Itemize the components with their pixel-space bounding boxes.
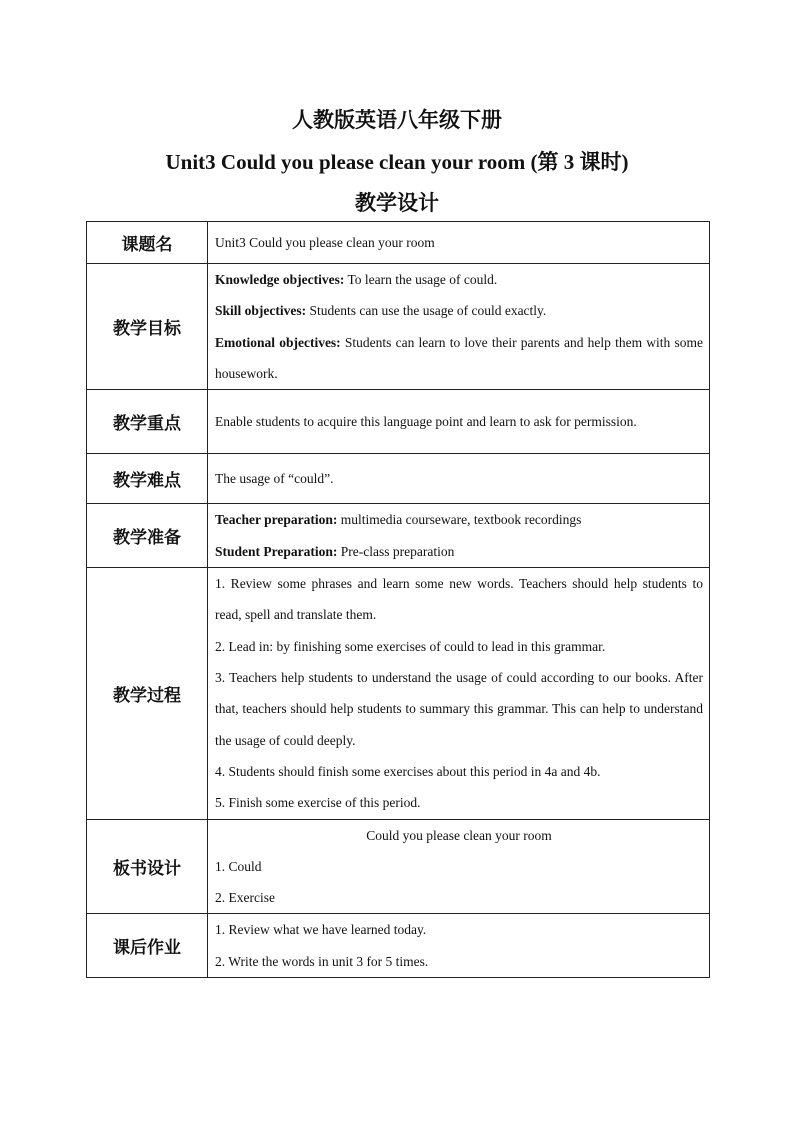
process-cell <box>208 568 710 819</box>
skill-text: Students can use the usage of could exactly. <box>306 303 547 319</box>
lesson-plan-table <box>86 221 710 978</box>
homework-cell <box>208 914 710 978</box>
student-prep-text: Pre-class preparation <box>337 543 455 559</box>
teacher-prep-text: multimedia courseware, textbook recordings <box>337 512 582 528</box>
label-preparation: 教学准备 <box>87 504 208 568</box>
label-homework: 课后作业 <box>87 914 208 978</box>
skill-objective <box>215 295 703 326</box>
objectives-cell <box>208 264 710 390</box>
homework-item: 2. Write the words in unit 3 for 5 times. <box>215 953 429 969</box>
emotional-text: Students can learn to love their parents and help them with some housework. <box>215 334 703 381</box>
design-title: 教学设计 <box>355 191 439 215</box>
preparation-cell <box>208 504 710 568</box>
row-topic <box>87 222 710 264</box>
process-step: 2. Lead in: by finishing some exercises of could to lead in this grammar. <box>215 638 606 654</box>
row-difficulties <box>87 454 710 504</box>
label-difficulties: 教学难点 <box>87 454 208 504</box>
label-key-points: 教学重点 <box>87 390 208 454</box>
emotional-label: Emotional objectives: <box>215 334 341 350</box>
document-title: 人教版英语八年级下册 <box>292 108 502 132</box>
homework-item: 1. Review what we have learned today. <box>215 922 427 938</box>
process-step: 5. Finish some exercise of this period. <box>215 795 421 811</box>
knowledge-label: Knowledge objectives: <box>215 272 345 287</box>
row-board <box>87 819 710 914</box>
emotional-objective <box>215 327 703 390</box>
label-topic: 课题名 <box>87 222 208 264</box>
teacher-preparation <box>215 504 703 535</box>
process-step: 3. Teachers help students to understand the usage of could according to our books. After that, teachers should help students to summary this grammar. This can help to understand the usage of could deeply. <box>215 670 703 748</box>
knowledge-text: To learn the usage of could. <box>344 272 498 287</box>
board-cell <box>208 819 710 914</box>
unit-title: Unit3 Could you please clean your room (第 3 课时) <box>165 150 629 174</box>
process-step: 1. Review some phrases and learn some new words. Teachers should help students to read, spell and translate them. <box>215 576 703 623</box>
process-step: 4. Students should finish some exercises about this period in 4a and 4b. <box>215 763 601 779</box>
key-points-text: Enable students to acquire this language point and learn to ask for permission. <box>208 390 710 454</box>
board-item: 2. Exercise <box>215 890 275 906</box>
row-key-points <box>87 390 710 454</box>
row-objectives <box>87 264 710 390</box>
row-preparation <box>87 504 710 568</box>
teacher-prep-label: Teacher preparation: <box>215 512 338 528</box>
board-item: 1. Could <box>215 858 262 874</box>
board-heading: Could you please clean your room <box>366 827 552 843</box>
topic-text: Unit3 Could you please clean your room <box>208 222 710 264</box>
row-homework <box>87 914 710 978</box>
label-process: 教学过程 <box>87 568 208 819</box>
student-preparation <box>215 536 703 567</box>
label-objectives: 教学目标 <box>87 264 208 390</box>
student-prep-label: Student Preparation: <box>215 543 338 559</box>
skill-label: Skill objectives: <box>215 303 307 319</box>
knowledge-objective <box>215 264 703 295</box>
row-process <box>87 568 710 819</box>
label-board: 板书设计 <box>87 819 208 914</box>
difficulties-text: The usage of “could”. <box>208 454 710 504</box>
